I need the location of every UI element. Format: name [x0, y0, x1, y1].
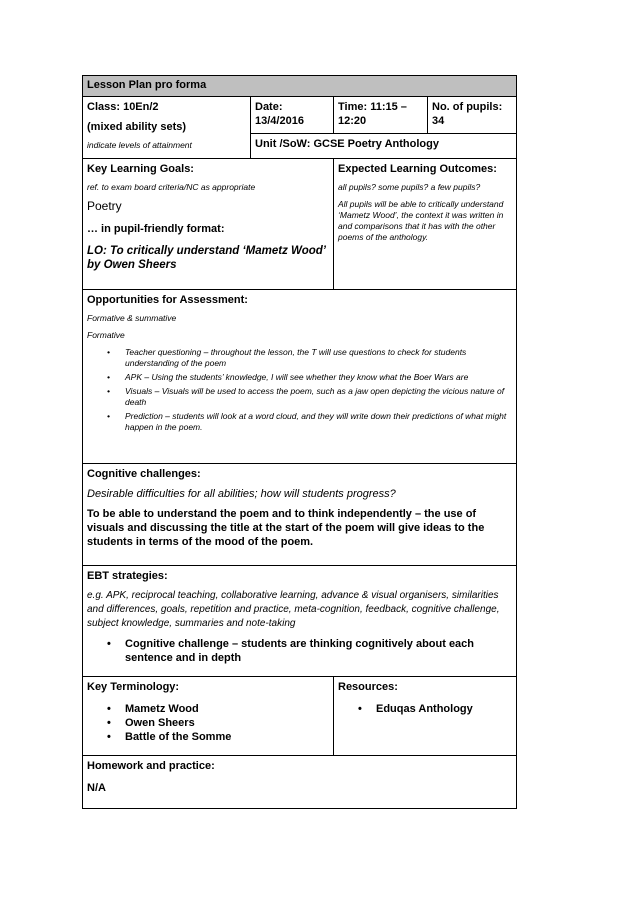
- unit-cell: Unit /SoW: GCSE Poetry Anthology: [251, 134, 517, 159]
- goals-ref: ref. to exam board criteria/NC as appropriate: [87, 182, 256, 192]
- resources-list: [338, 702, 512, 716]
- list-item: • Mametz Wood: [107, 703, 199, 715]
- ebt-list: [87, 637, 512, 665]
- bullet-icon: •: [107, 347, 110, 357]
- list-item: • Visuals – Visuals will be used to access the poem, such as a jaw open depicting the vicious nature of death: [107, 386, 505, 407]
- terminology-cell: [83, 677, 334, 756]
- ebt-heading: EBT strategies:: [87, 570, 168, 582]
- class-label: Class: 10En/2: [87, 101, 159, 113]
- homework-value: N/A: [87, 782, 106, 794]
- assessment-cell: [83, 290, 517, 464]
- terminology-list: [87, 702, 329, 744]
- assessment-type: Formative & summative: [87, 313, 177, 323]
- list-item: • Prediction – students will look at a word cloud, and they will write down their predictions of what might happen in the poem.: [107, 411, 507, 432]
- outcomes-question: all pupils? some pupils? a few pupils?: [338, 182, 481, 192]
- homework-cell: [83, 756, 517, 809]
- time-value: 12:20: [338, 115, 367, 127]
- assessment-sub: Formative: [87, 330, 125, 340]
- outcomes-text: All pupils will be able to critically understand ‘Mametz Wood’, the context it was written in and comparisons that it has with the other poems of the anthology.: [338, 199, 504, 242]
- homework-heading: Homework and practice:: [87, 760, 215, 772]
- time-label: Time: 11:15 –: [338, 101, 407, 113]
- class-cell: [83, 97, 251, 159]
- date-label: Date:: [255, 101, 283, 113]
- resources-heading: Resources:: [338, 681, 398, 693]
- list-item: • Owen Sheers: [107, 717, 195, 729]
- goals-subject: Poetry: [87, 199, 122, 213]
- bullet-icon: •: [107, 731, 111, 743]
- class-note: (mixed ability sets): [87, 121, 187, 133]
- class-hint: indicate levels of attainment: [87, 140, 192, 150]
- ebt-cell: [83, 566, 517, 677]
- list-item: • Battle of the Somme: [107, 731, 232, 743]
- list-item: • Teacher questioning – throughout the lesson, the T will use questions to check for students understanding of the poem: [107, 347, 467, 368]
- pupils-value: 34: [432, 115, 445, 127]
- cognitive-cell: [83, 464, 517, 566]
- outcomes-cell: [334, 159, 517, 290]
- bullet-icon: •: [107, 717, 111, 729]
- lesson-plan-table: [82, 75, 517, 809]
- assessment-list: [87, 347, 512, 433]
- ebt-examples: e.g. APK, reciprocal teaching, collaborative learning, advance & visual organisers, similarities and differences, goals, repetition and practice, meta-cognition, feedback, cognitive challenge, subject knowledge, summaries and note-taking: [87, 590, 500, 629]
- resources-cell: [334, 677, 517, 756]
- goals-heading: Key Learning Goals:: [87, 163, 194, 175]
- list-item: • Eduqas Anthology: [358, 703, 473, 715]
- pupils-cell: [428, 97, 517, 134]
- date-value: 13/4/2016: [255, 115, 304, 127]
- bullet-icon: •: [107, 703, 111, 715]
- bullet-icon: •: [107, 386, 110, 396]
- outcomes-heading: Expected Learning Outcomes:: [338, 163, 497, 175]
- cognitive-heading: Cognitive challenges:: [87, 468, 201, 480]
- lesson-plan-title: Lesson Plan pro forma: [83, 76, 517, 97]
- bullet-icon: •: [107, 372, 110, 382]
- bullet-icon: •: [107, 638, 111, 650]
- terminology-heading: Key Terminology:: [87, 681, 180, 693]
- list-item: • APK – Using the students’ knowledge, I will see whether they know what the Boer Wars are: [107, 372, 469, 382]
- bullet-icon: •: [358, 703, 362, 715]
- assessment-heading: Opportunities for Assessment:: [87, 294, 248, 306]
- goals-cell: [83, 159, 334, 290]
- cognitive-text: To be able to understand the poem and to think independently – the use of visuals and discussing the title at the start of the poem will give ideas to the students in terms of the mood of the poem.: [87, 508, 485, 548]
- bullet-icon: •: [107, 411, 110, 421]
- pupils-label: No. of pupils:: [432, 101, 503, 113]
- time-cell: [334, 97, 428, 134]
- learning-objective: LO: To critically understand ‘Mametz Wood’ by Owen Sheers: [87, 245, 326, 271]
- goals-friendly-heading: … in pupil-friendly format:: [87, 223, 225, 235]
- list-item: • Cognitive challenge – students are thinking cognitively about each sentence and in depth: [107, 638, 475, 664]
- date-cell: [251, 97, 334, 134]
- cognitive-question: Desirable difficulties for all abilities; how will students progress?: [87, 488, 396, 500]
